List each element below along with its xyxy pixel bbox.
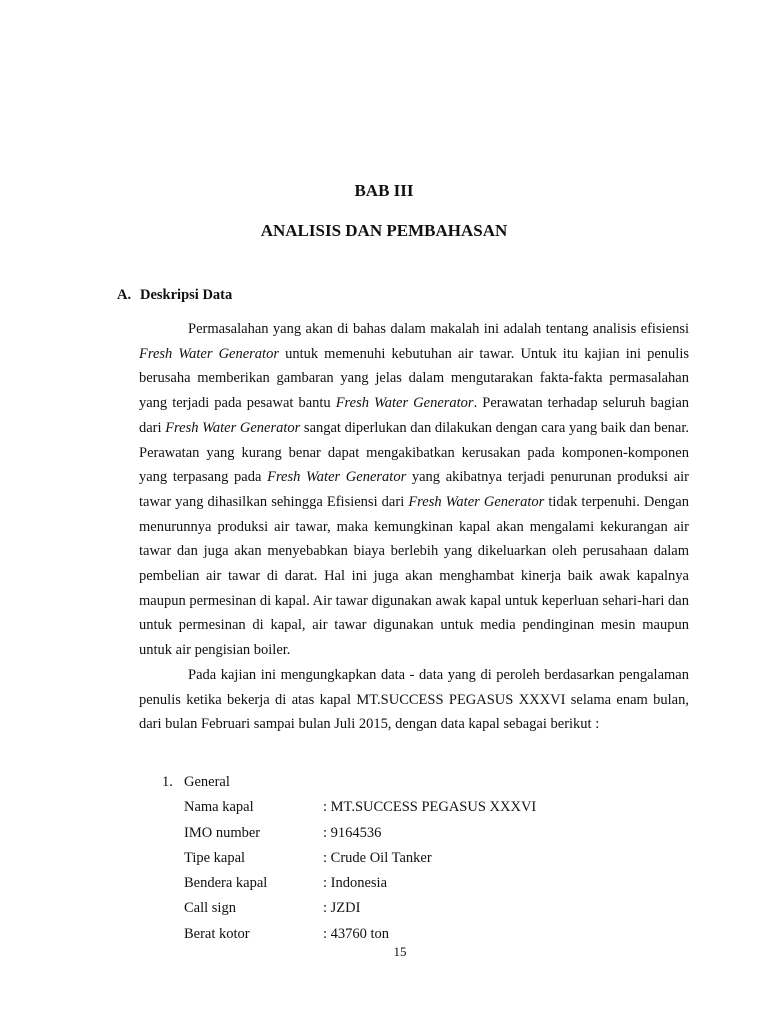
paragraph-1-text: sangat diperlukan dan dilakukan dengan cara yang baik dan benar. Perawatan yang kurang benar dapat mengakibatkan kerusakan pada komponen-komponen yang terpasang pada bbox=[139, 419, 689, 486]
fwg-term: Fresh Water Generator bbox=[165, 419, 301, 436]
info-value: : JZDI bbox=[323, 900, 361, 917]
page-number: 15 bbox=[393, 944, 407, 959]
info-label: Berat kotor bbox=[184, 925, 250, 942]
section-letter: A. bbox=[117, 287, 132, 303]
body-text bbox=[139, 317, 689, 737]
section-heading bbox=[117, 287, 232, 304]
info-value: : Indonesia bbox=[323, 875, 388, 892]
info-row-imo-number bbox=[162, 821, 536, 846]
paragraph-2: Pada kajian ini mengungkapkan data - data yang di peroleh berdasarkan pengalaman penulis ketika bekerja di atas kapal MT.SUCCESS PEGASUS XXXVI selama enam bulan, dari bulan Februari sampai bulan Juli 2015, dengan data kapal sebagai berikut : bbox=[139, 666, 689, 733]
ship-data-list bbox=[162, 770, 536, 947]
fwg-term: Fresh Water Generator bbox=[267, 469, 407, 486]
section-title: Deskripsi Data bbox=[140, 287, 233, 303]
info-label: Call sign bbox=[184, 900, 236, 917]
list-heading bbox=[162, 770, 536, 795]
info-label: Bendera kapal bbox=[184, 875, 268, 892]
fwg-term: Fresh Water Generator bbox=[139, 345, 279, 362]
info-value: : Crude Oil Tanker bbox=[323, 849, 432, 866]
paragraph-1-text: . Perawatan terhadap seluruh bagian dari bbox=[139, 395, 690, 436]
paragraph-1 bbox=[139, 317, 689, 663]
paragraph-1-text: Permasalahan yang akan di bahas dalam makalah ini adalah tentang analisis efisiensi bbox=[188, 321, 689, 337]
info-value: : 9164536 bbox=[323, 824, 382, 841]
info-row-nama-kapal bbox=[162, 795, 536, 820]
fwg-term: Fresh Water Generator bbox=[408, 493, 545, 510]
chapter-title: ANALISIS DAN PEMBAHASAN bbox=[260, 221, 508, 240]
fwg-term: Fresh Water Generator bbox=[335, 395, 474, 412]
info-row-tipe-kapal bbox=[162, 846, 536, 871]
paragraph-1-text: untuk memenuhi kebutuhan air tawar. Untuk itu kajian ini penulis berusaha memberikan gambaran yang jelas dalam mengutarakan fakta-fakta permasalahan yang terjadi pada pesawat bantu bbox=[139, 345, 689, 412]
list-number: 1. bbox=[162, 774, 173, 790]
list-heading-label: General bbox=[184, 774, 230, 790]
paragraph-1-text: yang akibatnya terjadi penurunan produksi air tawar yang dihasilkan sehingga Efisiensi dari bbox=[139, 469, 689, 510]
chapter-number: BAB III bbox=[354, 181, 414, 200]
info-label: Nama kapal bbox=[184, 799, 254, 816]
info-value: : 43760 ton bbox=[323, 925, 390, 942]
info-row-bendera-kapal bbox=[162, 871, 536, 896]
info-label: IMO number bbox=[184, 824, 261, 841]
paragraph-1-text: tidak terpenuhi. Dengan menurunnya produksi air tawar, maka kemungkinan kapal akan mengalami kekurangan air tawar dan juga akan menyebabkan biaya berlebih yang dikeluarkan oleh perusahaan dalam pembelian air tawar di darat. Hal ini juga akan menghambat kinerja baik awak kapalnya maupun permesinan di kapal. Air tawar digunakan awak kapal untuk keperluan sehari-hari dan untuk permesinan di kapal, air tawar digunakan untuk media pendinginan mesin maupun untuk air pengisian boiler. bbox=[139, 493, 689, 659]
info-row-call-sign bbox=[162, 896, 536, 921]
info-value: : MT.SUCCESS PEGASUS XXXVI bbox=[323, 799, 537, 816]
info-label: Tipe kapal bbox=[184, 849, 246, 866]
